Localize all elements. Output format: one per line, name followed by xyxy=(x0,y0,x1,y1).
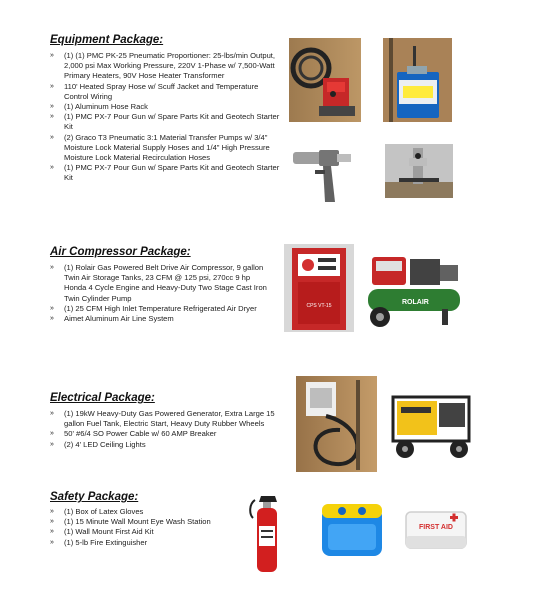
list-item xyxy=(50,263,272,304)
air-dryer-photo xyxy=(284,244,354,332)
transfer-pump-photo xyxy=(385,144,453,198)
electrical-list xyxy=(50,409,282,450)
list-item xyxy=(50,102,282,112)
equipment-heading: Equipment Package: xyxy=(50,34,164,46)
list-item-text: (1) Box of Latex Gloves xyxy=(64,507,144,516)
air-compressor-heading: Air Compressor Package: xyxy=(50,246,191,258)
equipment-list xyxy=(50,51,282,184)
bullet-icon: » xyxy=(50,113,54,121)
list-item xyxy=(50,163,282,183)
bullet-icon: » xyxy=(50,440,54,448)
list-item-text: (1) Aluminum Hose Rack xyxy=(64,102,148,112)
list-item-text: (2) 4' LED Ceiling Lights xyxy=(64,439,146,449)
list-item-text: (1) Rolair Gas Powered Belt Drive Air Compressor, 9 gallon Twin Air Storage Tanks, 23 CFM @ 125 psi, 270cc 9 hp Honda 4 Cycle Engine and Heavy-Duty Two Stage Cast Iron Twin Cylinder Pump xyxy=(64,263,267,303)
list-item xyxy=(50,517,235,527)
dryer-label: CPS VT-15 xyxy=(306,303,332,309)
proportioner-photo xyxy=(289,38,361,122)
power-cable-photo xyxy=(296,376,377,472)
list-item xyxy=(50,133,282,164)
first-aid-label: FIRST AID xyxy=(419,524,453,531)
bullet-icon: » xyxy=(50,103,54,111)
list-item-text: (1) 19kW Heavy-Duty Gas Powered Generator, Extra Large 15 gallon Fuel Tank, Electric Start, Heavy Duty Rubber Wheels xyxy=(64,409,275,429)
safety-heading: Safety Package: xyxy=(50,491,139,503)
bullet-icon: » xyxy=(50,264,54,271)
bullet-icon: » xyxy=(50,304,54,312)
bullet-icon: » xyxy=(50,508,54,515)
list-item-text: (1) (1) PMC PK-25 Pneumatic Proportioner: 25-lbs/min Output, 2,000 psi Max Working Pressure, 220V 1-Phase w/ 7,500-Watt Primary Heaters, 90V Hose Heater Transformer xyxy=(64,51,276,81)
fire-extinguisher-photo xyxy=(247,492,285,574)
eye-wash-photo xyxy=(318,500,386,560)
list-item-text: (1) 5-lb Fire Extinguisher xyxy=(64,537,148,547)
bullet-icon: » xyxy=(50,528,54,536)
bullet-icon: » xyxy=(50,52,54,59)
list-item xyxy=(50,82,282,102)
list-item xyxy=(50,538,235,548)
list-item xyxy=(50,409,282,429)
safety-list xyxy=(50,507,235,548)
list-item-text: (1) PMC PX-7 Pour Gun w/ Spare Parts Kit and Geotech Starter Kit xyxy=(64,163,280,183)
list-item xyxy=(50,314,272,324)
list-item xyxy=(50,527,235,537)
bullet-icon: » xyxy=(50,133,54,141)
bullet-icon: » xyxy=(50,430,54,438)
list-item xyxy=(50,440,282,450)
list-item xyxy=(50,507,235,517)
first-aid-kit-photo xyxy=(400,506,472,554)
generator-photo xyxy=(385,387,477,463)
bullet-icon: » xyxy=(50,538,54,546)
list-item-text: (1) 25 CFM High Inlet Temperature Refrigerated Air Dryer xyxy=(64,303,257,313)
bullet-icon: » xyxy=(50,164,54,172)
list-item xyxy=(50,304,272,314)
list-item xyxy=(50,429,282,439)
material-drum-photo xyxy=(383,38,452,122)
list-item-text: (1) 15 Minute Wall Mount Eye Wash Station xyxy=(64,517,211,527)
list-item-text: (2) Graco T3 Pneumatic 3:1 Material Transfer Pumps w/ 3/4" Moisture Lock Material Supply Hoses and 1/4" High Pressure Moisture Lock Material Recirculation Hoses xyxy=(64,132,270,163)
pour-gun-photo xyxy=(289,142,361,210)
list-item-text: Aimet Aluminum Air Line System xyxy=(64,314,174,324)
electrical-heading: Electrical Package: xyxy=(50,392,155,404)
bullet-icon: » xyxy=(50,315,54,323)
list-item xyxy=(50,51,282,82)
air-compressor-list xyxy=(50,263,272,324)
bullet-icon: » xyxy=(50,82,54,90)
compressor-brand: ROLAIR xyxy=(402,299,429,306)
list-item-text: (1) Wall Mount First Aid Kit xyxy=(64,527,154,537)
list-item-text: (1) PMC PX-7 Pour Gun w/ Spare Parts Kit and Geotech Starter Kit xyxy=(64,112,280,132)
bullet-icon: » xyxy=(50,518,54,526)
list-item-text: 110' Heated Spray Hose w/ Scuff Jacket and Temperature Control Wiring xyxy=(64,81,259,101)
air-compressor-photo xyxy=(362,249,464,329)
bullet-icon: » xyxy=(50,410,54,417)
list-item-text: 50' #6/4 SO Power Cable w/ 60 AMP Breaker xyxy=(64,429,217,439)
list-item xyxy=(50,112,282,132)
